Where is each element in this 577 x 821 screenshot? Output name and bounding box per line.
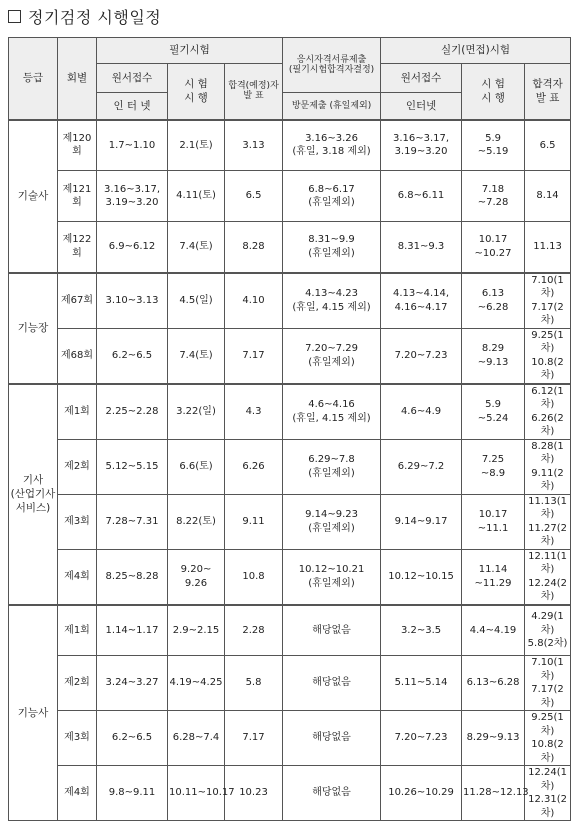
header-practical-exam-date (462, 64, 525, 120)
practical-exam-date-cell-line: ~5.24 (477, 412, 509, 424)
practical-exam-date-cell-line: 6.13 (481, 288, 505, 299)
practical-result-cell-line: 6.26(2차) (531, 412, 564, 437)
practical-application-cell-line: 10.26~10.29 (388, 787, 454, 799)
practical-exam-date-cell (462, 222, 525, 273)
practical-result-cell-line: 6.12(1차) (531, 385, 564, 410)
grade-label: 기사 (22, 473, 44, 486)
practical-result-cell (525, 171, 571, 222)
round-cell: 제4회 (58, 766, 97, 821)
round-cell: 제122회 (58, 222, 97, 273)
practical-result-cell (525, 439, 571, 494)
written-exam-date-cell (168, 384, 225, 440)
header-practical-online: 인터넷 (381, 93, 462, 120)
practical-exam-date-cell-line: 7.18 (481, 183, 505, 195)
written-application-cell (97, 439, 168, 494)
round-cell: 제3회 (58, 494, 97, 549)
header-practical-application: 원서접수 (381, 64, 462, 93)
header-practical-exam-date-line1: 시 험 (481, 78, 505, 91)
written-exam-date-cell (168, 222, 225, 273)
practical-exam-date-cell-line: 5.9 (485, 399, 501, 410)
header-practical-exam: 실기(면접)시험 (381, 38, 571, 64)
written-application-cell (97, 328, 168, 384)
docs-submit-cell (283, 711, 381, 766)
practical-result-cell-line: 12.11(1차) (528, 550, 567, 575)
grade-label: 서비스) (15, 502, 51, 515)
written-exam-date-cell-line: 6.28~7.4 (172, 732, 220, 744)
written-result-cell-line: 3.13 (242, 139, 265, 151)
practical-result-cell-line: 7.10(1차) (531, 274, 564, 299)
header-practical-result (525, 64, 571, 120)
header-practical-result-line1: 합격자 (532, 78, 563, 91)
practical-result-cell-line: 12.31(2차) (528, 794, 567, 819)
practical-application-cell (381, 222, 462, 273)
table-row (9, 273, 571, 329)
header-docs-submit (283, 38, 381, 93)
written-exam-date-cell (168, 605, 225, 656)
written-result-cell-line: 8.28 (242, 241, 265, 252)
practical-application-cell-line: 4.6~4.9 (400, 405, 442, 417)
practical-result-cell-line: 7.17(2차) (531, 684, 564, 709)
written-result-cell (225, 222, 283, 273)
practical-application-cell (381, 549, 462, 605)
header-round: 회별 (58, 38, 97, 120)
practical-exam-date-cell-line: 8.29~9.13 (466, 732, 520, 744)
practical-exam-date-cell-line: ~6.28 (477, 301, 509, 313)
practical-exam-date-cell (462, 494, 525, 549)
section-heading (8, 5, 161, 27)
practical-result-cell (525, 328, 571, 384)
practical-exam-date-cell (462, 766, 529, 821)
practical-result-cell-line: 4.29(1차) (531, 611, 564, 636)
practical-result-cell (525, 384, 571, 440)
written-application-cell-line: 2.25~2.28 (105, 405, 159, 417)
practical-application-cell (381, 439, 462, 494)
docs-submit-cell-line: 해당없음 (312, 624, 351, 636)
written-exam-date-cell (168, 656, 225, 711)
round-cell: 제2회 (58, 439, 97, 494)
table-row (9, 222, 571, 273)
written-application-cell-line: 3.10~3.13 (105, 294, 159, 306)
header-exam-date (168, 64, 225, 120)
written-application-cell-line: 3.16~3.17, (103, 183, 161, 195)
practical-result-cell-line: 10.8(2차) (531, 356, 564, 381)
written-exam-date-cell-line: 7.4(토) (179, 349, 213, 361)
practical-result-cell (525, 711, 571, 766)
written-application-cell-line: 6.2~6.5 (111, 349, 153, 361)
practical-exam-date-cell (462, 171, 525, 222)
practical-exam-date-cell-line: ~9.13 (477, 356, 509, 368)
practical-application-cell-line: 8.31~9.3 (397, 241, 445, 252)
table-row (9, 549, 571, 605)
practical-application-cell (381, 120, 462, 171)
written-application-cell-line: 1.7~1.10 (108, 139, 156, 151)
practical-application-cell-line: 5.11~5.14 (394, 677, 448, 689)
written-application-cell (97, 766, 168, 821)
practical-exam-date-cell-line: 8.29 (481, 343, 505, 354)
grade-cell (9, 120, 58, 273)
table-row (9, 384, 571, 440)
grade-cell (9, 273, 58, 384)
written-result-cell (225, 494, 283, 549)
docs-submit-cell-line: 8.31~9.9 (308, 234, 355, 246)
docs-submit-cell-line: 6.8~6.17 (308, 183, 355, 195)
header-practical-exam-date-line2: 시 행 (481, 92, 505, 105)
table-row (9, 171, 571, 222)
written-application-cell (97, 711, 168, 766)
written-result-cell (225, 549, 283, 605)
written-exam-date-cell-line: 7.4(토) (179, 241, 213, 252)
grade-cell (9, 384, 58, 605)
written-result-cell (225, 605, 283, 656)
practical-application-cell-line: 3.19~3.20 (394, 146, 448, 158)
written-application-cell (97, 120, 168, 171)
header-docs-submit-line1: 응시자격서류제출 (296, 54, 367, 65)
written-result-cell-line: 6.5 (245, 190, 262, 202)
practical-result-cell (525, 273, 571, 329)
practical-exam-date-cell-line: ~10.27 (474, 247, 512, 259)
round-cell: 제4회 (58, 549, 97, 605)
practical-result-cell-line: 7.10(1차) (531, 657, 564, 682)
practical-result-cell-line: 9.11(2차) (531, 467, 564, 492)
docs-submit-cell (283, 171, 381, 222)
practical-exam-date-cell-line: 11.28~12.13 (463, 787, 529, 799)
practical-result-cell (525, 120, 571, 171)
grade-label: 기술사 (17, 189, 49, 202)
practical-exam-date-cell-line: 7.25 (481, 454, 505, 465)
docs-submit-cell-line: 10.12~10.21 (298, 564, 365, 575)
written-exam-date-cell (168, 549, 225, 605)
round-cell: 제1회 (58, 605, 97, 656)
practical-exam-date-cell-line: ~8.9 (480, 467, 506, 479)
exam-schedule-table (8, 37, 571, 821)
written-result-cell-line: 6.26 (242, 460, 265, 472)
practical-result-cell-line: 7.17(2차) (531, 301, 564, 326)
written-application-cell (97, 549, 168, 605)
practical-exam-date-cell-line: ~5.19 (477, 146, 509, 158)
header-exam-date-line1: 시 험 (184, 78, 208, 91)
written-application-cell (97, 273, 168, 329)
written-result-cell-line: 7.17 (242, 732, 265, 744)
docs-submit-cell-line: 4.13~4.23 (305, 288, 358, 299)
written-result-cell-line: 4.10 (242, 294, 265, 306)
written-exam-date-cell (168, 766, 235, 821)
written-result-cell-line: 5.8 (245, 677, 262, 689)
written-application-cell-line: 8.25~8.28 (105, 570, 159, 582)
practical-application-cell-line: 6.8~6.11 (397, 190, 445, 202)
docs-submit-cell-line: (휴일제외) (308, 247, 355, 259)
table-header (9, 38, 571, 120)
written-exam-date-cell (168, 711, 225, 766)
written-exam-date-cell-line: 8.22(토) (176, 515, 216, 527)
docs-submit-cell (283, 328, 381, 384)
practical-application-cell (381, 766, 462, 821)
header-written-result (225, 64, 283, 120)
round-cell: 제1회 (58, 384, 97, 440)
written-exam-date-cell-line: 4.19~4.25 (169, 677, 223, 689)
round-cell: 제68회 (58, 328, 97, 384)
practical-result-cell-line: 9.25(1차) (531, 712, 564, 737)
docs-submit-cell (283, 222, 381, 273)
round-cell: 제2회 (58, 656, 97, 711)
practical-application-cell (381, 171, 462, 222)
practical-result-cell-line: 11.13(1차) (528, 495, 567, 520)
practical-result-cell (525, 656, 571, 711)
header-written-result-line2: 발 표 (243, 91, 264, 102)
docs-submit-cell (283, 384, 381, 440)
practical-application-cell-line: 7.20~7.23 (394, 349, 448, 361)
table-row (9, 766, 571, 821)
practical-exam-date-cell-line: ~11.1 (477, 522, 509, 534)
practical-result-cell-line: 12.24(2차) (528, 577, 567, 602)
practical-exam-date-cell (462, 605, 525, 656)
practical-exam-date-cell-line: 10.17 (478, 234, 508, 246)
written-exam-date-cell-line: 9.20~ (180, 564, 212, 575)
docs-submit-cell-line: (휴일제외) (308, 577, 355, 589)
docs-submit-cell-line: (휴일제외) (308, 522, 355, 534)
practical-exam-date-cell (462, 384, 525, 440)
written-application-cell-line: 6.9~6.12 (108, 241, 156, 252)
practical-application-cell-line: 4.13~4.14, (392, 288, 450, 299)
docs-submit-cell (283, 439, 381, 494)
written-application-cell-line: 5.12~5.15 (105, 460, 159, 472)
written-exam-date-cell (168, 328, 225, 384)
practical-application-cell-line: 3.16~3.17, (392, 132, 450, 144)
written-result-cell (225, 273, 283, 329)
grade-label: 기능장 (17, 321, 49, 334)
practical-result-cell-line: 10.8(2차) (531, 739, 564, 764)
practical-result-cell (525, 222, 571, 273)
practical-result-cell-line: 6.5 (539, 139, 556, 151)
docs-submit-cell-line: (휴일, 4.15 제외) (292, 301, 371, 313)
written-exam-date-cell-line: 4.11(토) (176, 190, 216, 202)
table-row (9, 656, 571, 711)
practical-exam-date-cell-line: ~11.29 (474, 577, 512, 589)
docs-submit-cell-line: (휴일제외) (308, 356, 355, 368)
docs-submit-cell-line: 4.6~4.16 (308, 399, 355, 410)
checkbox-square-icon (8, 10, 21, 23)
practical-application-cell-line: 6.29~7.2 (397, 460, 445, 472)
docs-submit-cell (283, 766, 381, 821)
written-exam-date-cell-line: 2.9~2.15 (172, 624, 220, 636)
written-application-cell-line: 1.14~1.17 (105, 624, 159, 636)
written-result-cell-line: 2.28 (242, 624, 265, 636)
header-visit-submit: 방문제출 (휴일제외) (283, 93, 381, 120)
written-result-cell-line: 10.23 (239, 787, 268, 799)
practical-application-cell (381, 273, 462, 329)
grade-cell (9, 605, 58, 821)
practical-application-cell-line: 9.14~9.17 (394, 515, 448, 527)
practical-exam-date-cell-line: 5.9 (485, 132, 501, 144)
docs-submit-cell-line: 해당없음 (312, 677, 351, 689)
practical-application-cell (381, 328, 462, 384)
written-application-cell-line: 9.8~9.11 (108, 787, 156, 799)
written-application-cell (97, 171, 168, 222)
practical-result-cell (525, 549, 571, 605)
docs-submit-cell-line: (휴일제외) (308, 197, 355, 208)
practical-application-cell (381, 494, 462, 549)
practical-result-cell-line: 12.24(1차) (528, 767, 567, 792)
practical-application-cell-line: 10.12~10.15 (388, 570, 454, 582)
docs-submit-cell-line: (휴일제외) (308, 467, 355, 479)
written-result-cell-line: 7.17 (242, 349, 265, 361)
practical-result-cell-line: 11.13 (533, 241, 562, 252)
header-practical-result-line2: 발 표 (535, 92, 560, 105)
written-result-cell (225, 711, 283, 766)
practical-exam-date-cell (462, 273, 525, 329)
header-docs-submit-line2: (필기시험합격자결정) (288, 65, 375, 75)
practical-result-cell-line: 5.8(2차) (527, 638, 568, 649)
docs-submit-cell-line: (휴일, 4.15 제외) (292, 412, 371, 424)
table-row (9, 120, 571, 171)
docs-submit-cell-line: 9.14~9.23 (305, 509, 358, 520)
written-application-cell (97, 384, 168, 440)
table-row (9, 711, 571, 766)
practical-application-cell (381, 384, 462, 440)
docs-submit-cell-line: 해당없음 (312, 732, 351, 744)
written-application-cell-line: 7.28~7.31 (105, 515, 159, 527)
practical-exam-date-cell (462, 439, 525, 494)
written-result-cell-line: 9.11 (242, 515, 265, 527)
practical-result-cell-line: 11.27(2차) (528, 522, 567, 547)
written-application-cell-line: 3.19~3.20 (105, 197, 159, 208)
practical-result-cell (525, 494, 571, 549)
docs-submit-cell-line: 7.20~7.29 (305, 343, 358, 354)
practical-exam-date-cell-line: ~7.28 (477, 197, 509, 208)
header-written-exam: 필기시험 (97, 38, 283, 64)
practical-result-cell (525, 605, 571, 656)
docs-submit-cell (283, 273, 381, 329)
written-result-cell (225, 171, 283, 222)
practical-exam-date-cell (462, 328, 525, 384)
grade-label: (산업기사 (10, 487, 56, 500)
practical-result-cell (525, 766, 571, 821)
written-result-cell-line: 4.3 (245, 405, 262, 417)
practical-application-cell (381, 656, 462, 711)
header-online: 인 터 넷 (97, 93, 168, 120)
docs-submit-cell (283, 120, 381, 171)
written-exam-date-cell (168, 439, 225, 494)
practical-exam-date-cell-line: 10.17 (478, 509, 508, 520)
practical-application-cell (381, 711, 462, 766)
docs-submit-cell (283, 494, 381, 549)
header-application: 원서접수 (97, 64, 168, 93)
written-result-cell (225, 384, 283, 440)
written-exam-date-cell (168, 273, 225, 329)
written-application-cell (97, 656, 168, 711)
practical-exam-date-cell (462, 120, 525, 171)
table-body (9, 120, 571, 821)
practical-exam-date-cell (462, 549, 525, 605)
written-exam-date-cell (168, 120, 225, 171)
header-written-result-line1: 합격(예정)자 (228, 80, 279, 91)
table-row (9, 439, 571, 494)
header-exam-date-line2: 시 행 (184, 92, 208, 105)
written-exam-date-cell-line: 10.11~10.17 (169, 787, 235, 799)
written-result-cell (225, 439, 283, 494)
docs-submit-cell (283, 605, 381, 656)
written-exam-date-cell-line: 2.1(토) (179, 139, 213, 151)
practical-application-cell (381, 605, 462, 656)
practical-result-cell-line: 9.25(1차) (531, 329, 564, 354)
written-application-cell (97, 494, 168, 549)
written-result-cell-line: 10.8 (242, 570, 265, 582)
docs-submit-cell-line: 해당없음 (312, 787, 351, 799)
written-result-cell (225, 120, 283, 171)
written-result-cell (225, 656, 283, 711)
round-cell: 제121회 (58, 171, 97, 222)
docs-submit-cell-line: 3.16~3.26 (305, 132, 358, 144)
practical-application-cell-line: 4.16~4.17 (394, 301, 448, 313)
written-exam-date-cell (168, 494, 225, 549)
written-exam-date-cell-line: 6.6(토) (179, 460, 213, 472)
round-cell: 제67회 (58, 273, 97, 329)
practical-result-cell-line: 8.28(1차) (531, 440, 564, 465)
table-row (9, 328, 571, 384)
docs-submit-cell-line: 6.29~7.8 (308, 454, 355, 465)
written-result-cell (225, 328, 283, 384)
docs-submit-cell (283, 549, 381, 605)
practical-exam-date-cell-line: 11.14 (478, 564, 508, 575)
header-grade: 등급 (9, 38, 58, 120)
practical-application-cell-line: 3.2~3.5 (400, 624, 442, 636)
written-application-cell (97, 605, 168, 656)
written-exam-date-cell (168, 171, 225, 222)
round-cell: 제3회 (58, 711, 97, 766)
written-application-cell-line: 3.24~3.27 (105, 677, 159, 689)
docs-submit-cell-line: (휴일, 3.18 제외) (292, 146, 371, 158)
grade-label: 기능사 (17, 706, 49, 719)
written-exam-date-cell-line: 3.22(일) (176, 405, 216, 417)
written-application-cell-line: 6.2~6.5 (111, 732, 153, 744)
practical-exam-date-cell-line: 4.4~4.19 (469, 624, 517, 636)
practical-exam-date-cell-line: 6.13~6.28 (466, 677, 520, 689)
table-row (9, 605, 571, 656)
practical-result-cell-line: 8.14 (536, 190, 559, 202)
docs-submit-cell (283, 656, 381, 711)
practical-exam-date-cell (462, 656, 525, 711)
written-exam-date-cell-line: 9.26 (184, 577, 208, 589)
written-application-cell (97, 222, 168, 273)
round-cell: 제120회 (58, 120, 97, 171)
table-row (9, 494, 571, 549)
written-exam-date-cell-line: 4.5(일) (179, 294, 213, 306)
practical-application-cell-line: 7.20~7.23 (394, 732, 448, 744)
practical-exam-date-cell (462, 711, 525, 766)
page-title: 정기검정 시행일정 (28, 7, 162, 27)
